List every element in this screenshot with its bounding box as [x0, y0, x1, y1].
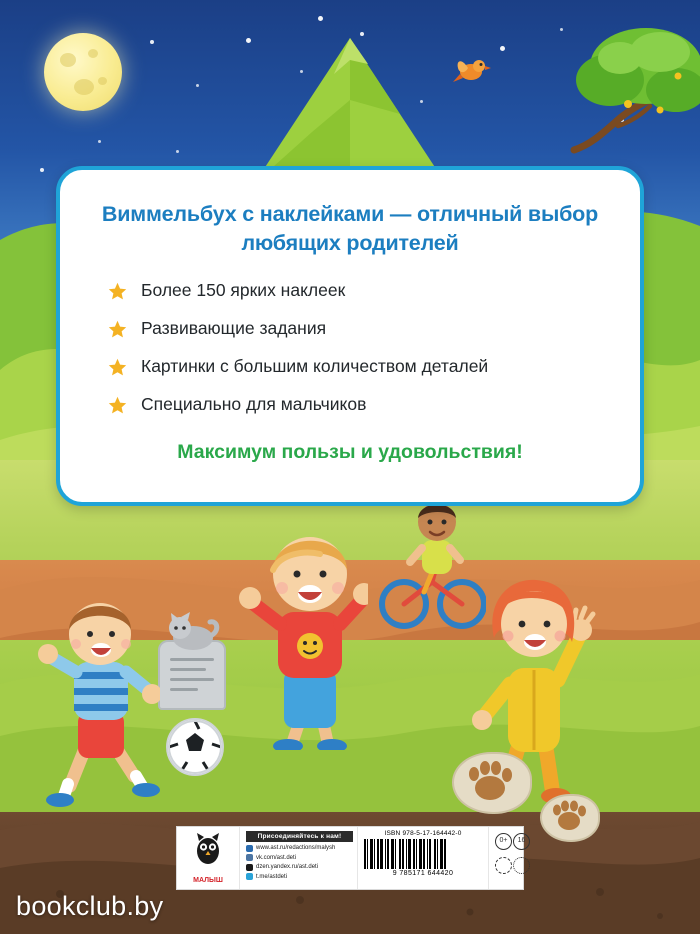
boy-running-striped-shirt [30, 600, 160, 810]
social-link[interactable] [246, 854, 353, 861]
star-icon [108, 396, 127, 415]
web-icon [246, 845, 253, 852]
social-link-label: t.me/astdeti [256, 873, 288, 880]
moon-icon [44, 33, 122, 111]
list-item-label: Картинки с большим количеством деталей [141, 356, 489, 377]
list-item [108, 280, 606, 301]
social-link-label: dzen.yandex.ru/ast.deti [256, 864, 319, 870]
star-icon [98, 140, 101, 143]
telegram-icon [246, 873, 253, 880]
publisher-marks [488, 827, 535, 889]
dzen-icon [246, 864, 253, 871]
star-icon [108, 320, 127, 339]
isbn-number: 9 785171 644420 [392, 870, 454, 877]
social-link[interactable] [246, 864, 353, 871]
bird-icon [452, 52, 492, 86]
barcode [364, 839, 482, 869]
list-item-label: Развивающие задания [141, 318, 327, 339]
star-icon [108, 358, 127, 377]
publisher-brand: МАЛЫШ [193, 877, 223, 884]
soccer-ball-icon [166, 718, 224, 776]
card-title: Виммельбух с наклейками — отличный выбор любящих родителей [101, 202, 599, 256]
watermark: bookclub.by [16, 891, 164, 921]
star-icon [150, 40, 154, 44]
owl-logo-icon [191, 831, 225, 865]
isbn-block [358, 827, 488, 889]
age-mark: 0+ [495, 833, 512, 850]
star-icon [318, 16, 323, 21]
list-item [108, 394, 606, 415]
promo-card [56, 166, 644, 506]
vk-icon [246, 854, 253, 861]
isbn-text: ISBN 978-5-17-164442-0 [384, 830, 462, 837]
publisher-social [240, 827, 358, 889]
list-item [108, 318, 606, 339]
social-link[interactable] [246, 873, 353, 880]
cat-icon [160, 606, 222, 652]
list-item [108, 356, 606, 377]
list-item-label: Специально для мальчиков [141, 394, 367, 415]
boy-waving-red-shirt [228, 520, 368, 750]
publisher-bar [176, 826, 524, 890]
join-label: Присоединяйтесь к нам! [246, 831, 353, 842]
recycle-mark: 16 [513, 833, 530, 850]
paw-print-icon [462, 758, 518, 804]
social-link[interactable] [246, 845, 353, 852]
list-item-label: Более 150 ярких наклеек [141, 280, 346, 301]
publisher-logo [177, 827, 240, 889]
tree-icon [500, 22, 700, 182]
star-icon [108, 282, 127, 301]
social-link-label: www.ast.ru/redactions/malysh [256, 845, 336, 851]
quality-mark [513, 857, 530, 874]
eco-mark [495, 857, 512, 874]
star-icon [196, 84, 199, 87]
feature-list [94, 280, 606, 415]
card-footer: Максимум пользы и удовольствия! [177, 441, 523, 464]
paw-print-icon [548, 798, 590, 834]
social-link-label: vk.com/ast.deti [256, 854, 297, 861]
